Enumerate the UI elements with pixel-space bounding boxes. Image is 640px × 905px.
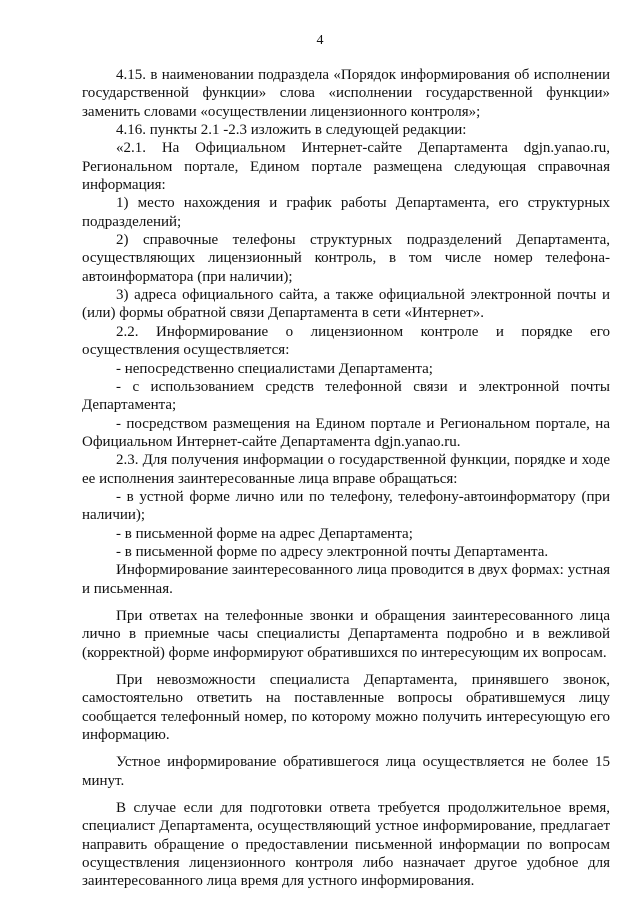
document-body	[82, 66, 610, 891]
paragraph: При невозможности специалиста Департамента, принявшего звонок, самостоятельно ответить на поставленные вопросы обратившемуся лицу сообщается телефонный номер, по которому можно получить интересующую его информацию.	[82, 672, 610, 744]
paragraph: - в письменной форме на адрес Департамента;	[116, 525, 413, 542]
paragraph: - посредством размещения на Едином портале и Региональном портале, на Официальном Интернет-сайте Департамента dgjn.yanao.ru.	[82, 415, 610, 450]
paragraph: В случае если для подготовки ответа требуется продолжительное время, специалист Департамента, осуществляющий устное информирование, предлагает направить обращение о предоставлении письменной информации по вопросам осуществления лицензионного контроля либо назначает другое удобное для заинтересованного лица время для устного информирования.	[82, 800, 610, 890]
paragraph: «2.1. На Официальном Интернет-сайте Департамента dgjn.yanao.ru, Региональном портале, Едином портале размещена следующая справочная информация:	[82, 140, 610, 194]
paragraph: - с использованием средств телефонной связи и электронной почты Департамента;	[82, 378, 610, 414]
paragraph: Информирование заинтересованного лица проводится в двух формах: устная и письменная.	[82, 562, 610, 597]
paragraph: 2) справочные телефоны структурных подразделений Департамента, осуществляющих лицензионный контроль, в том числе номер телефона-автоинформатора (при наличии);	[82, 232, 610, 285]
paragraph: 3) адреса официального сайта, а также официальной электронной почты и (или) формы обратной связи Департамента в сети «Интернет».	[82, 287, 610, 322]
paragraph: При ответах на телефонные звонки и обращения заинтересованного лица лично в приемные часы специалисты Департамента подробно и в вежливой (корректной) форме информируют обратившихся по интересующим их вопросам.	[82, 607, 610, 661]
paragraph: Устное информирование обратившегося лица осуществляется не более 15 минут.	[82, 754, 610, 789]
paragraph: 4.16. пункты 2.1 -2.3 изложить в следующей редакции:	[116, 122, 467, 139]
paragraph: 4.15. в наименовании подраздела «Порядок информирования об исполнении государственной функции» слова «исполнении государственной функции» заменить словами «осуществлении лицензионного контроля»;	[82, 67, 610, 120]
page-number: 4	[316, 33, 324, 48]
paragraph: - непосредственно специалистами Департамента;	[116, 360, 433, 377]
paragraph: 2.2. Информирование о лицензионном контроле и порядке его осуществления осуществляется:	[82, 323, 610, 359]
paragraph: 1) место нахождения и график работы Департамента, его структурных подразделений;	[82, 195, 610, 230]
paragraph: - в письменной форме по адресу электронной почты Департамента.	[116, 543, 549, 560]
paragraph: 2.3. Для получения информации о государственной функции, порядке и ходе ее исполнения заинтересованные лица вправе обращаться:	[82, 452, 610, 487]
paragraph: - в устной форме лично или по телефону, телефону-автоинформатору (при наличии);	[82, 488, 610, 524]
